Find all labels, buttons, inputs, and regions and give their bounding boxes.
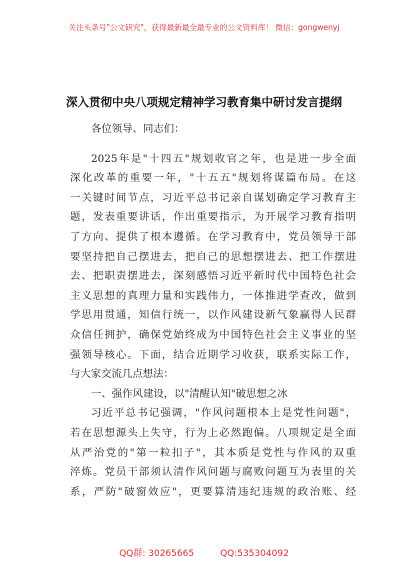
paragraph-line: 若在思想源头上失守，行为上必然跑偏。八项规定是全面 xyxy=(70,426,356,439)
paragraph-line: 众信任拥护，确保党始终成为中国特色社会主义事业的坚 xyxy=(70,328,356,341)
paragraph-line: 从严治党的"第一粒扣子"，其本质是党性与作风的双重 xyxy=(70,446,356,459)
header-banner: 关注头条号"公文研究"，获得最新最全最专业的公文资料库！ 微信：gongwenyj xyxy=(68,23,340,32)
paragraph-line: 学思用贯通，知信行统一，以作风建设新气象赢得人民群 xyxy=(70,309,356,322)
section-heading-1: 一、强作风建设，以"清醒认知"破思想之冰 xyxy=(91,387,288,400)
greeting: 各位领导、同志们： xyxy=(91,123,185,135)
paragraph-line: 去、把职责摆进去，深刻感悟习近平新时代中国特色社会 xyxy=(70,270,356,283)
paragraph-line: 了方向、提供了根本遵循。在学习教育中，党员领导干部 xyxy=(70,230,356,243)
document-title: 深入贯彻中央八项规定精神学习教育集中研讨发言提纲 xyxy=(66,95,342,109)
paragraph-line: 深化改革的重要一年，"十五五"规划将谋篇布局。在这 xyxy=(70,172,356,185)
paragraph-line: 强领导核心。下面，结合近期学习收获，联系实际工作， xyxy=(70,348,356,361)
paragraph-line: 与大家交流几点想法： xyxy=(70,368,174,381)
paragraph-line: 习近平总书记强调，"作风问题根本上是党性问题"， xyxy=(91,407,356,420)
document-body xyxy=(70,120,356,502)
paragraph-line: 一关键时间节点，习近平总书记亲自谋划确定学习教育主 xyxy=(70,191,356,204)
paragraph-line: 系，严防"破窗效应"，更要算清违纪违规的政治账、经 xyxy=(70,485,356,498)
paragraph-line: 淬炼。党员干部须认清作风问题与腐败问题互为表里的关 xyxy=(70,466,356,479)
paragraph-line: 2025年是"十四五"规划收官之年，也是进一步全面 xyxy=(91,152,356,165)
paragraph-1 xyxy=(70,150,356,385)
spacer xyxy=(70,140,356,150)
paragraph-line: 题，发表重要讲话，作出重要指示，为开展学习教育指明 xyxy=(70,211,356,224)
paragraph-line: 要坚持把自己摆进去，把自己的思想摆进去、把工作摆进 xyxy=(70,250,356,263)
footer-qq-group: QQ群: 30265665 xyxy=(119,549,195,559)
paragraph-2 xyxy=(70,404,356,502)
paragraph-line: 主义思想的真理力量和实践伟力，一体推进学查改，做到 xyxy=(70,289,356,302)
footer-contact xyxy=(0,546,408,559)
footer-qq: QQ:535304092 xyxy=(220,549,289,559)
